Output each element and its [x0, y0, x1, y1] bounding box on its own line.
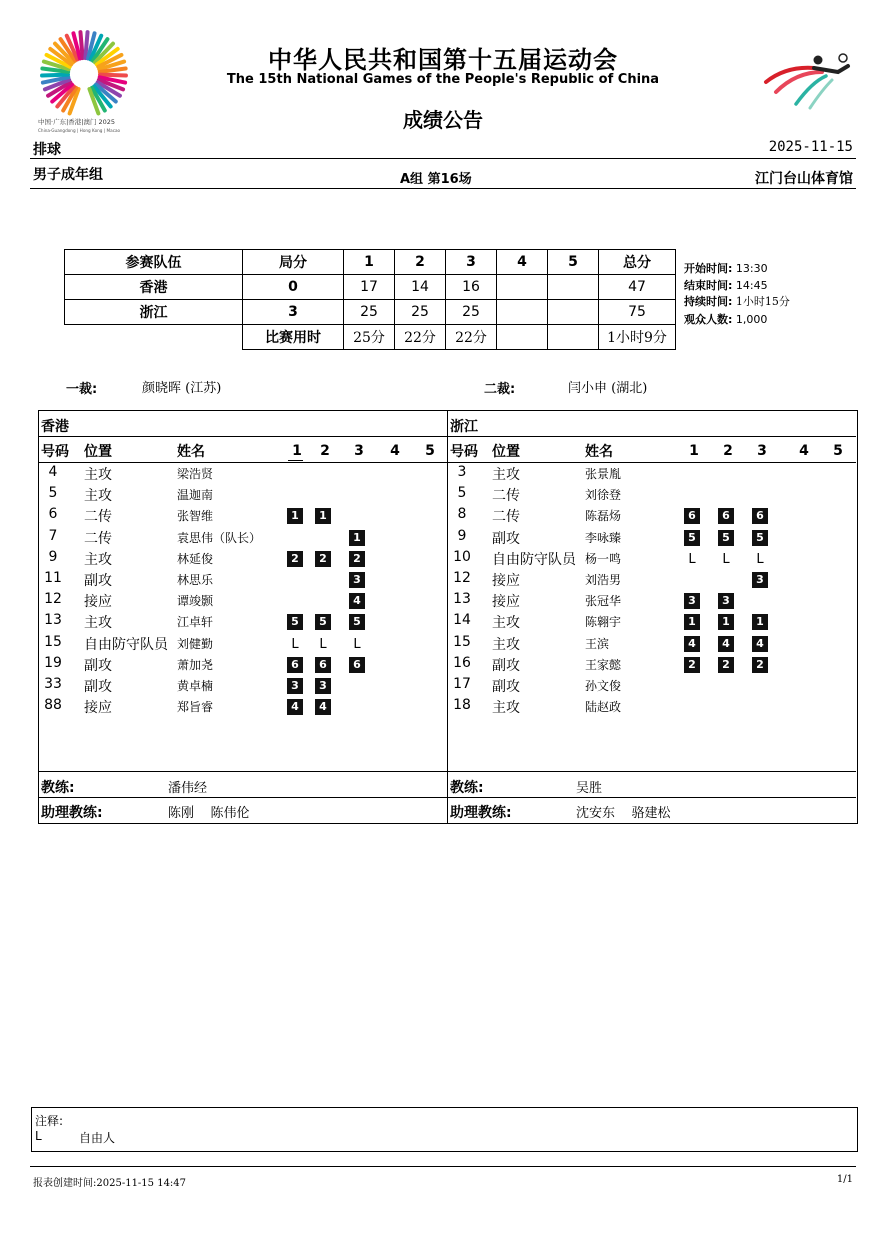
age-group: 男子成年组: [33, 167, 103, 183]
assistant-coach-label: 助理教练:: [450, 805, 512, 821]
starting-position-marker: 6: [287, 657, 303, 673]
player-position: 副攻: [84, 573, 112, 589]
player-number: 4: [48, 464, 58, 480]
player-row: [447, 549, 856, 570]
player-position: 副攻: [84, 679, 112, 695]
player-position: 二传: [492, 509, 520, 526]
player-number: 12: [44, 591, 62, 608]
roster-col-set1: 1: [689, 443, 699, 459]
libero-marker: L: [319, 636, 327, 652]
starting-position-marker: 5: [287, 614, 303, 630]
libero-marker: L: [688, 551, 696, 567]
score-header-row: [65, 250, 676, 275]
player-row: [38, 634, 447, 655]
player-number: 33: [44, 676, 62, 692]
sets-won: 3: [243, 300, 344, 325]
player-position: 主攻: [84, 467, 112, 483]
set3-duration: 22分: [446, 325, 497, 350]
player-name: 陈翱宇: [585, 615, 622, 630]
player-name: 陆赵政: [585, 700, 622, 715]
player-row: [447, 485, 856, 506]
player-name: 林思乐: [177, 573, 214, 587]
player-position: 主攻: [492, 700, 520, 717]
starting-position-marker: 3: [287, 678, 303, 694]
volleyball-pictogram-icon: [756, 52, 852, 112]
player-row: [38, 528, 447, 549]
set1-underline: [288, 460, 303, 461]
player-name: 王家懿: [585, 657, 622, 672]
player-row: [38, 549, 447, 570]
player-name: 张冠华: [585, 594, 622, 609]
starting-position-marker: 3: [684, 593, 700, 609]
assistant-coach-names: 沈安东 骆建松: [576, 806, 671, 821]
starting-position-marker: 2: [315, 551, 331, 567]
player-name: 黄卓楠: [177, 679, 214, 693]
libero-marker: L: [291, 636, 299, 652]
player-number: 14: [453, 612, 471, 629]
team-name: 香港: [65, 275, 243, 300]
coach-label: 教练:: [41, 780, 75, 796]
score-row-team-a: [65, 275, 676, 300]
player-position: 副攻: [84, 657, 112, 674]
roster-col-name: 姓名: [585, 444, 613, 460]
spectators: 观众人数: 1,000: [684, 313, 768, 326]
starting-position-marker: 4: [752, 636, 768, 652]
end-time: 结束时间: 14:45: [684, 279, 768, 292]
header-divider: [30, 158, 856, 159]
roster-col-set3: 3: [354, 443, 364, 459]
player-row: [38, 612, 447, 633]
player-number: 9: [457, 527, 467, 544]
player-row: [38, 697, 447, 718]
first-referee: 颜晓晖 (江苏): [142, 381, 222, 396]
starting-position-marker: 4: [349, 593, 365, 609]
set5-score: [548, 300, 599, 325]
player-row: [447, 570, 856, 591]
player-position: 自由防守队员: [492, 551, 576, 568]
player-row: [447, 506, 856, 527]
player-row: [447, 464, 856, 485]
player-position: 接应: [84, 700, 112, 717]
header-divider-2: [30, 188, 856, 189]
starting-position-marker: 4: [315, 699, 331, 715]
roster-col-set4: 4: [799, 443, 809, 459]
starting-position-marker: 6: [349, 657, 365, 673]
player-name: 孙文俊: [585, 679, 622, 693]
player-number: 6: [48, 506, 58, 523]
player-name: 张智维: [177, 509, 214, 524]
player-row: [447, 591, 856, 612]
player-number: 13: [44, 612, 62, 629]
player-row: [38, 570, 447, 591]
roster-team-name: 浙江: [450, 419, 478, 435]
player-row: [447, 655, 856, 676]
player-position: 副攻: [492, 530, 520, 547]
player-name: 刘徐登: [585, 488, 622, 503]
libero-marker: L: [722, 551, 730, 567]
player-position: 二传: [84, 509, 112, 526]
player-name: 杨一鸣: [585, 551, 622, 566]
player-position: 主攻: [492, 636, 520, 653]
set1-score: 25: [344, 300, 395, 325]
footer-divider: [30, 1166, 856, 1167]
roster-col-set3: 3: [757, 443, 767, 459]
player-number: 5: [48, 485, 58, 502]
set3-score: 25: [446, 300, 497, 325]
col-total: 总分: [599, 250, 676, 275]
col-sets: 局分: [243, 250, 344, 275]
sets-won: 0: [243, 275, 344, 300]
player-number: 12: [453, 570, 471, 586]
note-text: 自由人: [79, 1131, 116, 1145]
notes-label: 注释:: [35, 1114, 64, 1128]
starting-position-marker: 1: [752, 614, 768, 630]
set5-duration: [548, 325, 599, 350]
player-number: 3: [457, 464, 467, 480]
set4-score: [497, 300, 548, 325]
player-name: 温迦南: [177, 488, 214, 503]
player-number: 7: [48, 527, 58, 544]
player-number: 5: [457, 485, 467, 502]
roster-col-pos: 位置: [84, 444, 112, 460]
second-referee-label: 二裁:: [484, 382, 516, 397]
player-number: 8: [457, 506, 467, 523]
roster-col-num: 号码: [450, 444, 478, 460]
player-position: 副攻: [492, 679, 520, 695]
match-date: 2025-11-15: [768, 139, 853, 155]
player-position: 副攻: [492, 657, 520, 674]
match-round: A组 第16场: [400, 172, 472, 187]
starting-position-marker: 6: [718, 508, 734, 524]
venue: 江门台山体育馆: [755, 171, 853, 187]
coach-name: 吴胜: [576, 781, 603, 796]
player-name: 李咏臻: [585, 530, 622, 545]
starting-position-marker: 4: [287, 699, 303, 715]
col-set5: 5: [548, 250, 599, 275]
player-row: [447, 634, 856, 655]
player-position: 主攻: [84, 488, 112, 505]
starting-position-marker: 6: [684, 508, 700, 524]
player-row: [447, 697, 856, 718]
player-name: 江卓轩: [177, 615, 214, 630]
starting-position-marker: 1: [684, 614, 700, 630]
set4-score: [497, 275, 548, 300]
player-row: [447, 528, 856, 549]
starting-position-marker: 3: [315, 678, 331, 694]
player-position: 自由防守队员: [84, 636, 168, 653]
player-row: [38, 485, 447, 506]
player-position: 二传: [84, 530, 112, 547]
player-row: [447, 676, 856, 697]
notes-box: [31, 1107, 858, 1152]
player-number: 10: [453, 548, 471, 565]
coach-label: 教练:: [450, 780, 484, 796]
player-name: 刘浩男: [585, 573, 622, 587]
player-number: 15: [44, 633, 62, 650]
team-panel-hong-kong: [38, 410, 447, 822]
starting-position-marker: 5: [752, 530, 768, 546]
player-number: 13: [453, 591, 471, 608]
libero-marker: L: [353, 636, 361, 652]
duration-label: 比赛用时: [243, 325, 344, 350]
games-title-cn: 中华人民共和国第十五届运动会: [268, 46, 618, 74]
set1-score: 17: [344, 275, 395, 300]
player-position: 接应: [492, 573, 520, 589]
player-name: 王滨: [585, 636, 610, 651]
roster-col-set2: 2: [320, 443, 330, 459]
first-referee-label: 一裁:: [66, 382, 98, 397]
player-number: 18: [453, 697, 471, 714]
sport-name: 排球: [33, 142, 61, 158]
player-name: 袁思伟（队长）: [177, 530, 262, 545]
player-position: 主攻: [84, 615, 112, 632]
roster-col-pos: 位置: [492, 444, 520, 460]
total-score: 75: [599, 300, 676, 325]
starting-position-marker: 1: [718, 614, 734, 630]
player-row: [38, 506, 447, 527]
player-name: 张景胤: [585, 467, 622, 481]
starting-position-marker: 5: [684, 530, 700, 546]
starting-position-marker: 3: [349, 572, 365, 588]
assistant-coach-names: 陈刚 陈伟伦: [168, 806, 250, 821]
player-name: 郑旨睿: [177, 700, 214, 715]
score-table: [64, 249, 676, 350]
duration: 持续时间: 1小时15分: [684, 295, 790, 308]
player-number: 16: [453, 654, 471, 671]
col-set2: 2: [395, 250, 446, 275]
player-name: 刘健勤: [177, 636, 214, 651]
starting-position-marker: 3: [752, 572, 768, 588]
starting-position-marker: 6: [752, 508, 768, 524]
player-row: [38, 591, 447, 612]
starting-position-marker: 1: [315, 508, 331, 524]
set2-score: 14: [395, 275, 446, 300]
starting-position-marker: 2: [752, 657, 768, 673]
coach-name: 潘伟经: [168, 781, 208, 796]
player-number: 17: [453, 676, 471, 692]
player-number: 88: [44, 697, 62, 714]
team-name: 浙江: [65, 300, 243, 325]
player-position: 接应: [84, 594, 112, 611]
starting-position-marker: 2: [684, 657, 700, 673]
starting-position-marker: 4: [684, 636, 700, 652]
note-code: L: [35, 1129, 42, 1143]
player-name: 林延俊: [177, 551, 214, 566]
col-set1: 1: [344, 250, 395, 275]
set3-score: 16: [446, 275, 497, 300]
player-position: 接应: [492, 594, 520, 611]
starting-position-marker: 2: [718, 657, 734, 673]
player-number: 11: [44, 570, 62, 586]
set2-duration: 22分: [395, 325, 446, 350]
starting-position-marker: 5: [349, 614, 365, 630]
bulletin-title: 成绩公告: [403, 108, 483, 132]
player-position: 主攻: [492, 615, 520, 632]
player-name: 谭竣颢: [177, 594, 214, 609]
roster-col-set5: 5: [833, 443, 843, 459]
player-number: 19: [44, 654, 62, 671]
roster-col-num: 号码: [41, 444, 69, 460]
set5-score: [548, 275, 599, 300]
libero-marker: L: [756, 551, 764, 567]
start-time: 开始时间: 13:30: [684, 262, 768, 275]
roster-col-set5: 5: [425, 443, 435, 459]
set4-duration: [497, 325, 548, 350]
games-title-en: The 15th National Games of the People's Republic of China: [226, 72, 660, 87]
starting-position-marker: 2: [287, 551, 303, 567]
page-number: 1/1: [836, 1174, 853, 1185]
total-score: 47: [599, 275, 676, 300]
player-position: 二传: [492, 488, 520, 505]
player-row: [447, 612, 856, 633]
team-panel-zhejiang: [447, 410, 856, 822]
logo-subtext: China·Guangdong | Hong Kong | Macao: [38, 128, 121, 133]
player-number: 15: [453, 633, 471, 650]
starting-position-marker: 4: [718, 636, 734, 652]
second-referee: 闫小申 (湖北): [568, 381, 648, 396]
set-duration-row: [65, 325, 676, 350]
player-position: 主攻: [492, 467, 520, 483]
starting-position-marker: 5: [315, 614, 331, 630]
player-row: [38, 655, 447, 676]
player-row: [38, 676, 447, 697]
logo-text: 中国·广东|香港|澳门 2025: [38, 118, 116, 126]
col-set3: 3: [446, 250, 497, 275]
player-row: [38, 464, 447, 485]
starting-position-marker: 3: [718, 593, 734, 609]
col-team: 参赛队伍: [65, 250, 243, 275]
report-created: 报表创建时间:2025-11-15 14:47: [33, 1178, 187, 1189]
starting-position-marker: 6: [315, 657, 331, 673]
roster-col-name: 姓名: [177, 444, 205, 460]
player-number: 9: [48, 548, 58, 565]
col-set4: 4: [497, 250, 548, 275]
player-position: 主攻: [84, 551, 112, 568]
set1-duration: 25分: [344, 325, 395, 350]
total-duration: 1小时9分: [599, 325, 676, 350]
roster-team-name: 香港: [41, 419, 69, 435]
starting-position-marker: 5: [718, 530, 734, 546]
starting-position-marker: 1: [287, 508, 303, 524]
roster-col-set1: 1: [292, 443, 302, 459]
starting-position-marker: 2: [349, 551, 365, 567]
player-name: 梁浩贤: [177, 467, 214, 481]
player-name: 萧加尧: [177, 657, 214, 672]
roster-col-set4: 4: [390, 443, 400, 459]
score-row-team-b: [65, 300, 676, 325]
roster-col-set2: 2: [723, 443, 733, 459]
player-name: 陈磊炀: [585, 509, 622, 524]
set2-score: 25: [395, 300, 446, 325]
starting-position-marker: 1: [349, 530, 365, 546]
assistant-coach-label: 助理教练:: [41, 805, 103, 821]
